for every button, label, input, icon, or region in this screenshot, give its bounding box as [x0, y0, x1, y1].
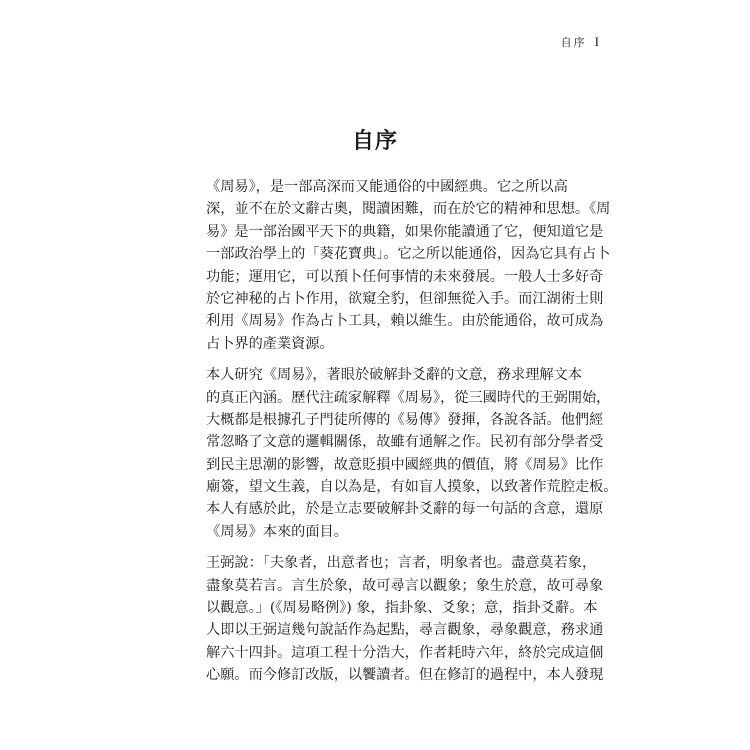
text-line: 占卜界的產業資源。 — [206, 335, 334, 352]
paragraph — [206, 552, 604, 686]
text-line: 盡象莫若言。言生於象，故可尋言以觀象；象生於意，故可尋象 — [206, 577, 604, 594]
text-line: 本人有感於此，於是立志要破解卦爻辭的每一句話的含意，還原 — [206, 501, 604, 518]
paragraph — [206, 176, 611, 355]
text-line: 廟簽，望文生義，自以為是，有如盲人摸象，以致著作荒腔走板。 — [206, 479, 618, 496]
text-line: 於它神秘的占卜作用，欲窺全豹，但卻無從入手。而江湖術士則 — [206, 290, 604, 307]
page-number: I — [594, 34, 599, 49]
text-line: 功能；運用它，可以預卜任何事情的未來發展。一般人士多好奇 — [206, 268, 604, 285]
text-line: 易》是一部治國平天下的典籍，如果你能讀通了它，便知道它是 — [206, 223, 604, 240]
running-head-title: 自序 — [560, 36, 587, 49]
text-line: 心願。而今修訂改版，以饗讀者。但在修訂的過程中，本人發現 — [206, 667, 604, 684]
text-line: 到民主思潮的影響，故意貶損中國經典的價值，將《周易》比作 — [206, 456, 604, 473]
body-text — [206, 176, 618, 696]
text-line: 利用《周易》作為占卜工具，賴以維生。由於能通俗，故可成為 — [206, 313, 604, 330]
chapter-title: 自序 — [351, 129, 398, 154]
text-line: 的真正內涵。歷代注疏家解釋《周易》，從三國時代的王弼開始， — [206, 389, 611, 406]
text-line: 以觀意。」(《周易略例》) 象，指卦象、爻象；意，指卦爻辭。本 — [206, 600, 598, 617]
text-line: 本人研究《周易》，著眼於破解卦爻辭的文意，務求理解文本 — [206, 367, 582, 384]
text-line: 深，並不在於文辭古奧，閱讀困難，而在於它的精神和思想。《周 — [206, 201, 611, 218]
paragraph — [206, 364, 618, 543]
text-line: 一部政治學上的「葵花寶典」。它之所以能通俗，因為它具有占卜 — [206, 246, 611, 263]
text-line: 常忽略了文意的邏輯關係，故雖有通解之作。民初有部分學者受 — [206, 434, 604, 451]
text-line: 解六十四卦。這項工程十分浩大，作者耗時六年，終於完成這個 — [206, 644, 604, 661]
text-line: 王弼說：「夫象者，出意者也；言者，明象者也。盡意莫若象， — [206, 555, 597, 572]
text-line: 《周易》，是一部高深而又能通俗的中國經典。它之所以高 — [206, 179, 568, 195]
text-line: 人即以王弼這幾句說話作為起點，尋言觀象，尋象觀意，務求通 — [206, 622, 604, 639]
text-line: 大概都是根據孔子門徒所傳的《易傳》發揮，各說各話。他們經 — [206, 411, 604, 428]
running-head — [561, 34, 599, 50]
text-line: 《周易》本來的面目。 — [206, 523, 348, 540]
